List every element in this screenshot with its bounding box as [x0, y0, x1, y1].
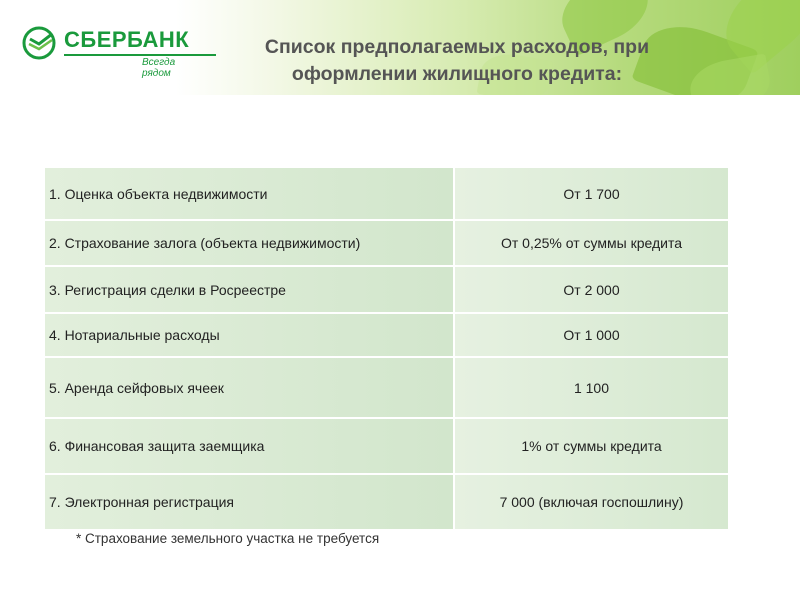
- expenses-table: [45, 168, 728, 529]
- table-row: [45, 358, 728, 419]
- expense-item: 6. Финансовая защита заемщика: [45, 419, 455, 473]
- expense-item: 3. Регистрация сделки в Росреестре: [45, 267, 455, 312]
- table-row: [45, 419, 728, 475]
- table-row: [45, 314, 728, 358]
- header-banner: [0, 0, 800, 95]
- footnote: * Страхование земельного участка не требуется: [76, 531, 380, 546]
- table-row: [45, 475, 728, 529]
- expense-item: 4. Нотариальные расходы: [45, 314, 455, 356]
- table-row: [45, 267, 728, 314]
- expense-cost: 1 100: [455, 358, 728, 417]
- expense-item: 1. Оценка объекта недвижимости: [45, 168, 455, 219]
- logo-name: СБЕРБАНК: [64, 27, 190, 52]
- sberbank-logo-icon: [22, 26, 56, 60]
- table-row: [45, 221, 728, 267]
- sberbank-logo: [22, 26, 202, 79]
- expense-item: 7. Электронная регистрация: [45, 475, 455, 529]
- table-row: [45, 168, 728, 221]
- expense-item: 2. Страхование залога (объекта недвижимости): [45, 221, 455, 265]
- page-title: Список предполагаемых расходов, при оформлении жилищного кредита:: [264, 36, 650, 85]
- expense-cost: От 2 000: [455, 267, 728, 312]
- expense-cost: От 1 000: [455, 314, 728, 356]
- expense-cost: 1% от суммы кредита: [455, 419, 728, 473]
- expense-cost: От 0,25% от суммы кредита: [455, 221, 728, 265]
- expense-cost: 7 000 (включая госпошлину): [455, 475, 728, 529]
- expense-item: 5. Аренда сейфовых ячеек: [45, 358, 455, 417]
- logo-underline: [64, 54, 216, 56]
- logo-tagline: Всегда рядом: [142, 57, 176, 79]
- expense-cost: От 1 700: [455, 168, 728, 219]
